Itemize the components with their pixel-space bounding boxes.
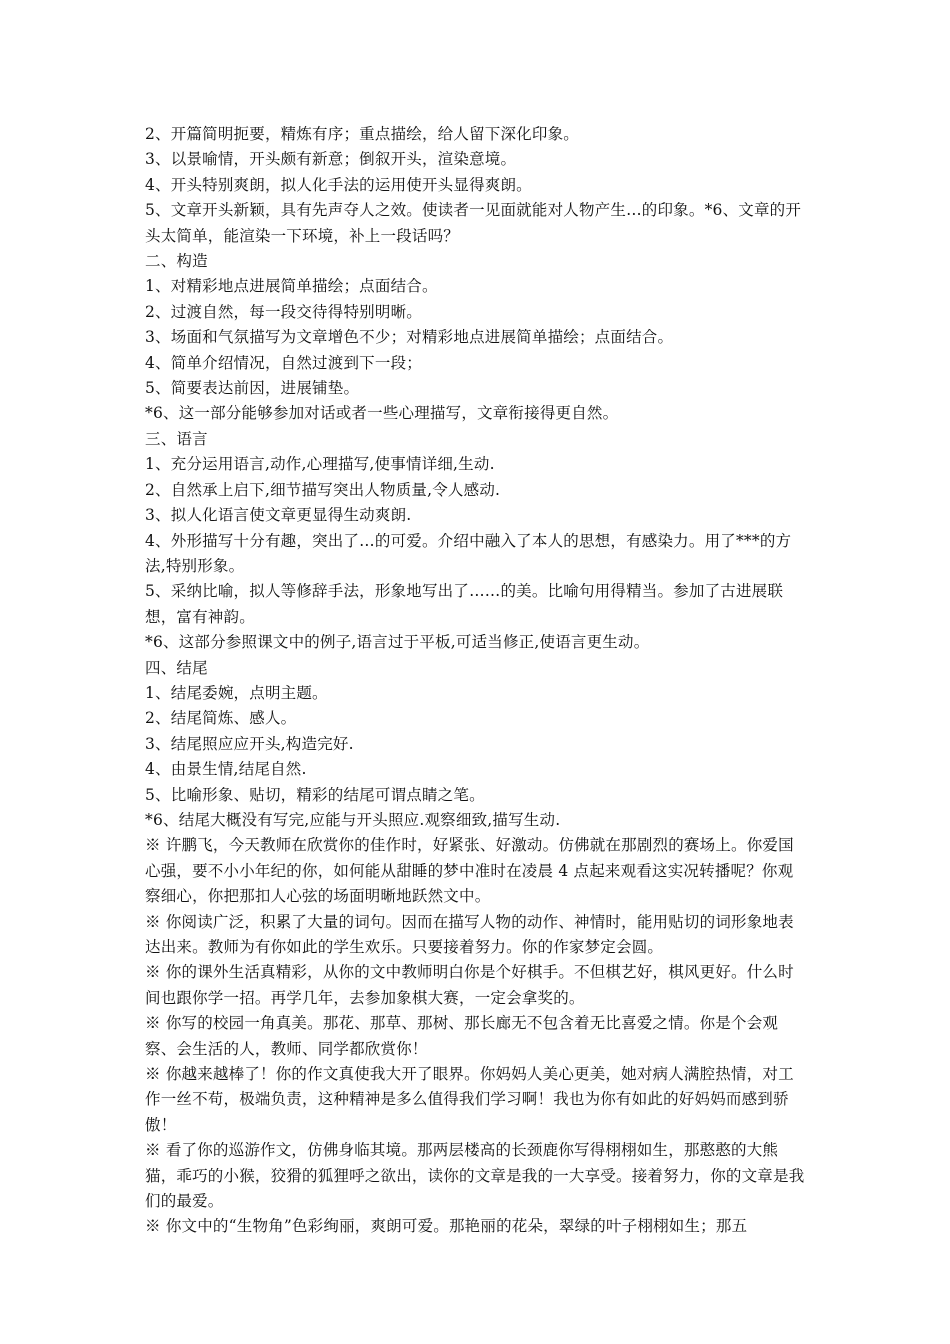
paragraph: 1、结尾委婉，点明主题。 bbox=[145, 683, 328, 702]
paragraph: 2、开篇简明扼要，精炼有序；重点描绘，给人留下深化印象。 bbox=[145, 125, 579, 143]
paragraph: 5、比喻形象、贴切，精彩的结尾可谓点睛之笔。 bbox=[145, 785, 485, 804]
paragraph: 4、由景生情,结尾自然. bbox=[145, 760, 307, 779]
paragraph: 2、自然承上启下,细节描写突出人物质量,令人感动. bbox=[145, 480, 501, 499]
comment-paragraph: ※ 看了你的巡游作文，仿佛身临其境。那两层楼高的长颈鹿你写得栩栩如生，那憨憨的大熊猫，乖巧的小猴，狡猾的狐狸呼之欲出，读你的文章是我的一大享受。接着努力，你的文章是我们的最爱。 bbox=[145, 1141, 805, 1211]
section-heading-ending: 四、结尾 bbox=[145, 658, 208, 677]
paragraph: 5、采纳比喻，拟人等修辞手法，形象地写出了……的美。比喻句用得精当。参加了古进展联想，富有神韵。 bbox=[145, 582, 784, 626]
paragraph: 1、充分运用语言,动作,心理描写,使事情详细,生动. bbox=[145, 455, 495, 474]
comment-paragraph: ※ 你文中的“生物角”色彩绚丽，爽朗可爱。那艳丽的花朵，翠绿的叶子栩栩如生；那五 bbox=[145, 1217, 748, 1236]
paragraph: 3、以景喻情，开头颇有新意；倒叙开头，渲染意境。 bbox=[145, 150, 517, 169]
paragraph: 5、文章开头新颖，具有先声夺人之效。使读者一见面就能对人物产生…的印象。*6、文章的开头太简单，能渲染一下环境，补上一段话吗？ bbox=[145, 201, 802, 245]
paragraph: 5、简要表达前因，进展铺垫。 bbox=[145, 379, 360, 398]
paragraph: *6、这一部分能够参加对话或者一些心理描写，文章衔接得更自然。 bbox=[145, 404, 619, 423]
paragraph: *6、结尾大概没有写完,应能与开头照应.观察细致,描写生动. bbox=[145, 810, 561, 829]
paragraph: 2、结尾简炼、感人。 bbox=[145, 709, 297, 728]
section-heading-structure: 二、构造 bbox=[145, 252, 208, 271]
paragraph: 1、对精彩地点进展简单描绘；点面结合。 bbox=[145, 277, 438, 296]
paragraph: 4、开头特别爽朗，拟人化手法的运用使开头显得爽朗。 bbox=[145, 175, 532, 194]
paragraph: 3、场面和气氛描写为文章增色不少；对精彩地点进展简单描绘；点面结合。 bbox=[145, 328, 674, 347]
comment-paragraph: ※ 你写的校园一角真美。那花、那草、那树、那长廊无不包含着无比喜爱之情。你是个会观察、会生活的人，教师、同学都欣赏你！ bbox=[145, 1014, 779, 1058]
paragraph: 4、外形描写十分有趣，突出了…的可爱。介绍中融入了本人的思想，有感染力。用了***的方法,特别形象。 bbox=[145, 531, 792, 575]
comment-paragraph: ※ 你的课外生活真精彩，从你的文中教师明白你是个好棋手。不但棋艺好，棋风更好。什么时间也跟你学一招。再学几年，去参加象棋大赛，一定会拿奖的。 bbox=[145, 963, 794, 1007]
document-body bbox=[145, 122, 807, 1240]
comment-paragraph: ※ 你阅读广泛，积累了大量的词句。因而在描写人物的动作、神情时，能用贴切的词形象地表达出来。教师为有你如此的学生欢乐。只要接着努力。你的作家梦定会圆。 bbox=[145, 912, 794, 956]
comment-paragraph: ※ 你越来越棒了！你的作文真使我大开了眼界。你妈妈人美心更美，她对病人满腔热情，对工作一丝不苟，极端负责，这种精神是多么值得我们学习啊！我也为你有如此的好妈妈而感到骄傲！ bbox=[145, 1065, 794, 1134]
paragraph: 2、过渡自然，每一段交待得特别明晰。 bbox=[145, 302, 422, 321]
paragraph: 4、简单介绍情况，自然过渡到下一段； bbox=[145, 353, 422, 372]
paragraph: 3、拟人化语言使文章更显得生动爽朗. bbox=[145, 506, 412, 525]
paragraph: *6、这部分参照课文中的例子,语言过于平板,可适当修正,使语言更生动。 bbox=[145, 633, 650, 652]
comment-paragraph: ※ 许鹏飞，今天教师在欣赏你的佳作时，好紧张、好激动。仿佛就在那剧烈的赛场上。你爱国心强，要不小小年纪的你，如何能从甜睡的梦中准时在凌晨 4 点起来观看这实况转播呢？你观察细心，你把那扣人心弦的场面明晰地跃然文中。 bbox=[145, 836, 794, 906]
section-heading-language: 三、语言 bbox=[145, 429, 208, 448]
paragraph: 3、结尾照应应开头,构造完好. bbox=[145, 734, 354, 753]
